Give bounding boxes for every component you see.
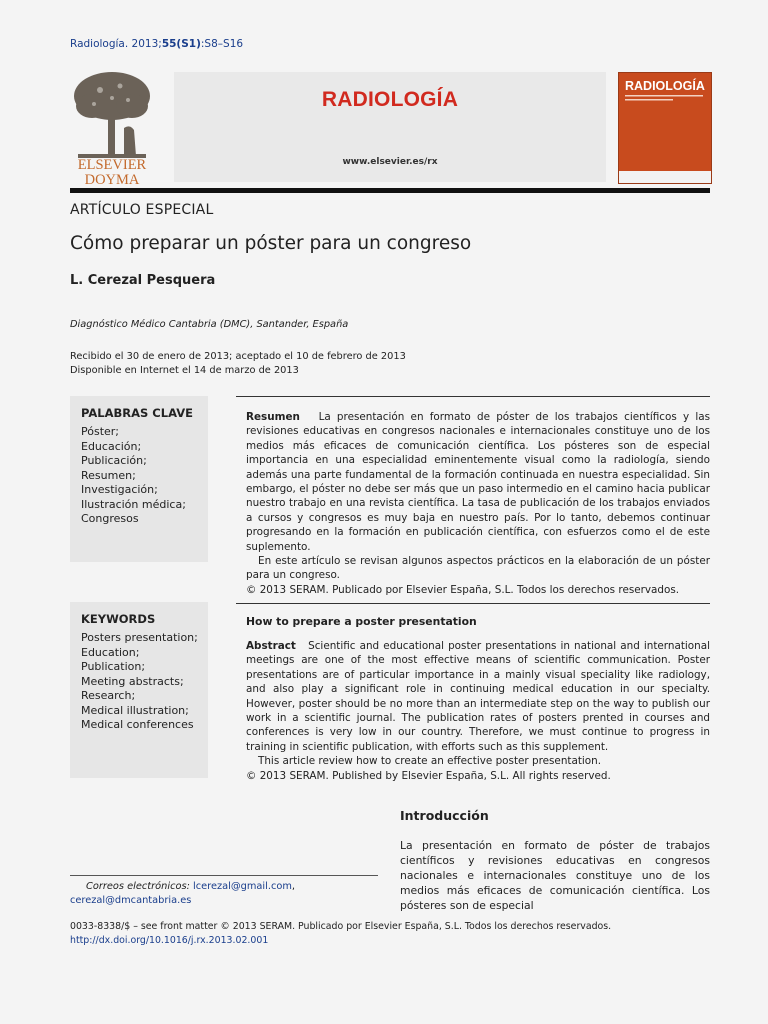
keyword-item: Investigación; (81, 483, 158, 496)
abstract-es-rule (236, 396, 710, 397)
keywords-heading-en: KEYWORDS (81, 612, 156, 626)
keywords-list-es (81, 425, 186, 527)
keywords-heading-es: PALABRAS CLAVE (81, 406, 193, 420)
keywords-box-en (70, 602, 208, 778)
cover-title: RADIOLOGÍA (625, 79, 705, 93)
cover-subtitle-lines (625, 95, 703, 103)
keyword-item: Education; (81, 645, 140, 659)
keyword-item: Ilustración médica; (81, 497, 186, 511)
abstract-en-copyright: © 2013 SERAM. Published by Elsevier España, S.L. All rights reserved. (246, 769, 611, 782)
abstract-en-second: This article review how to create an effective poster presentation. (258, 755, 602, 768)
email-link-1[interactable]: lcerezal@gmail.com (193, 881, 292, 892)
keyword-item: Medical illustration; (81, 703, 189, 717)
keyword-item: Póster; (81, 425, 120, 438)
article-author[interactable]: L. Cerezal Pesquera (70, 273, 216, 288)
citation[interactable] (70, 38, 243, 50)
footnote-separator: , (291, 881, 296, 892)
english-title: How to prepare a poster presentation (246, 615, 477, 628)
abstract-es-label: Resumen (246, 411, 300, 423)
keywords-box-es (70, 396, 208, 562)
keyword-item: Resumen; (81, 468, 136, 482)
received-date: Recibido el 30 de enero de 2013; aceptado el 10 de febrero de 2013 (70, 351, 406, 362)
abstract-es (246, 410, 710, 597)
elsevier-logo (66, 66, 158, 186)
abstract-en-body: Scientific and educational poster presentations in national and international meetings are one of the most effective means of scientific communication. Poster presentations are of particular importance in a mainly visual speciality like radiology, and also play a significant role in continuing medical education in our specialty. However, poster should be no more than an intermediate step on the way to publish our work in a scientific journal. The publication rates of posters prented in courses and conferences is very low in our country. Therefore, we must continue to progress in training in scientific publication, with efforts such as this supplement. (246, 640, 710, 753)
article-dates (70, 350, 406, 378)
keyword-item: Research; (81, 689, 136, 702)
citation-journal: Radiología. (70, 38, 129, 50)
abstract-en-rule (236, 603, 710, 604)
article-section-label: ARTÍCULO ESPECIAL (70, 202, 214, 218)
citation-year: 2013; (131, 38, 162, 50)
logo-text-doyma: DOYMA (84, 172, 140, 186)
keyword-item: Medical conferences (81, 718, 194, 731)
article-title: Cómo preparar un póster para un congreso (70, 233, 472, 254)
intro-heading: Introducción (400, 808, 489, 823)
footnote-rule (70, 875, 378, 876)
doi-link[interactable]: http://dx.doi.org/10.1016/j.rx.2013.02.001 (70, 935, 269, 946)
abstract-es-second: En este artículo se revisan algunos aspectos prácticos en la elaboración de un póster para un congreso. (246, 555, 710, 582)
logo-text-elsevier: ELSEVIER (77, 157, 147, 173)
abstract-en (246, 639, 710, 783)
footnote-emails (70, 880, 380, 908)
header-rule (70, 188, 710, 193)
abstract-es-body: La presentación en formato de póster de los trabajos científicos y las revisiones educativas en congresos nacionales e internacionales constituye uno de los medios más eficaces de comunicación científica. Los pósteres son de especial importancia en una especialidad eminentemente visual como la radiología, siendo además una parte fundamental de la formación continuada en nuestra especialidad. Sin embargo, el póster no debe ser más que un paso intermedio en el camino hacia publicar nuestro trabajo en una revista científica. La tasa de publicación de los trabajos enviados a cursos y congresos es muy baja en nuestro país. Por lo tanto, debemos continuar progresando en la formación en publicación científica, con esfuerzos como el de este suplemento. (246, 411, 710, 553)
journal-cover-image (618, 72, 712, 184)
journal-url-link[interactable]: www.elsevier.es/rx (342, 157, 438, 167)
keyword-item: Congresos (81, 512, 139, 525)
footer-info (70, 920, 611, 948)
email-link-2[interactable]: cerezal@dmcantabria.es (70, 895, 192, 906)
keyword-item: Posters presentation; (81, 631, 198, 644)
issn-line: 0033-8338/$ – see front matter © 2013 SERAM. Publicado por Elsevier España, S.L. Todos los derechos reservados. (70, 921, 612, 932)
abstract-en-label: Abstract (246, 640, 296, 652)
keyword-item: Educación; (81, 439, 142, 453)
keyword-item: Publicación; (81, 454, 147, 467)
citation-pages: :S8–S16 (200, 38, 244, 50)
cover-footer-strip (619, 171, 711, 183)
keyword-item: Publication; (81, 660, 146, 673)
intro-paragraph: La presentación en formato de póster de trabajos científicos y revisiones educativas en congresos nacionales e internacionales constituye uno de los medios más eficaces de comunicación científica. Los pósteres son de especial (400, 839, 710, 912)
citation-volume: 55(S1) (161, 38, 201, 50)
journal-title: RADIOLOGÍA (321, 88, 459, 111)
keyword-item: Meeting abstracts; (81, 674, 184, 688)
keywords-list-en (81, 631, 198, 733)
online-date: Disponible en Internet el 14 de marzo de 2013 (70, 365, 299, 376)
abstract-es-copyright: © 2013 SERAM. Publicado por Elsevier España, S.L. Todos los derechos reservados. (246, 583, 680, 596)
footnote-label: Correos electrónicos: (86, 881, 190, 892)
author-affiliation: Diagnóstico Médico Cantabria (DMC), Santander, España (70, 319, 349, 330)
